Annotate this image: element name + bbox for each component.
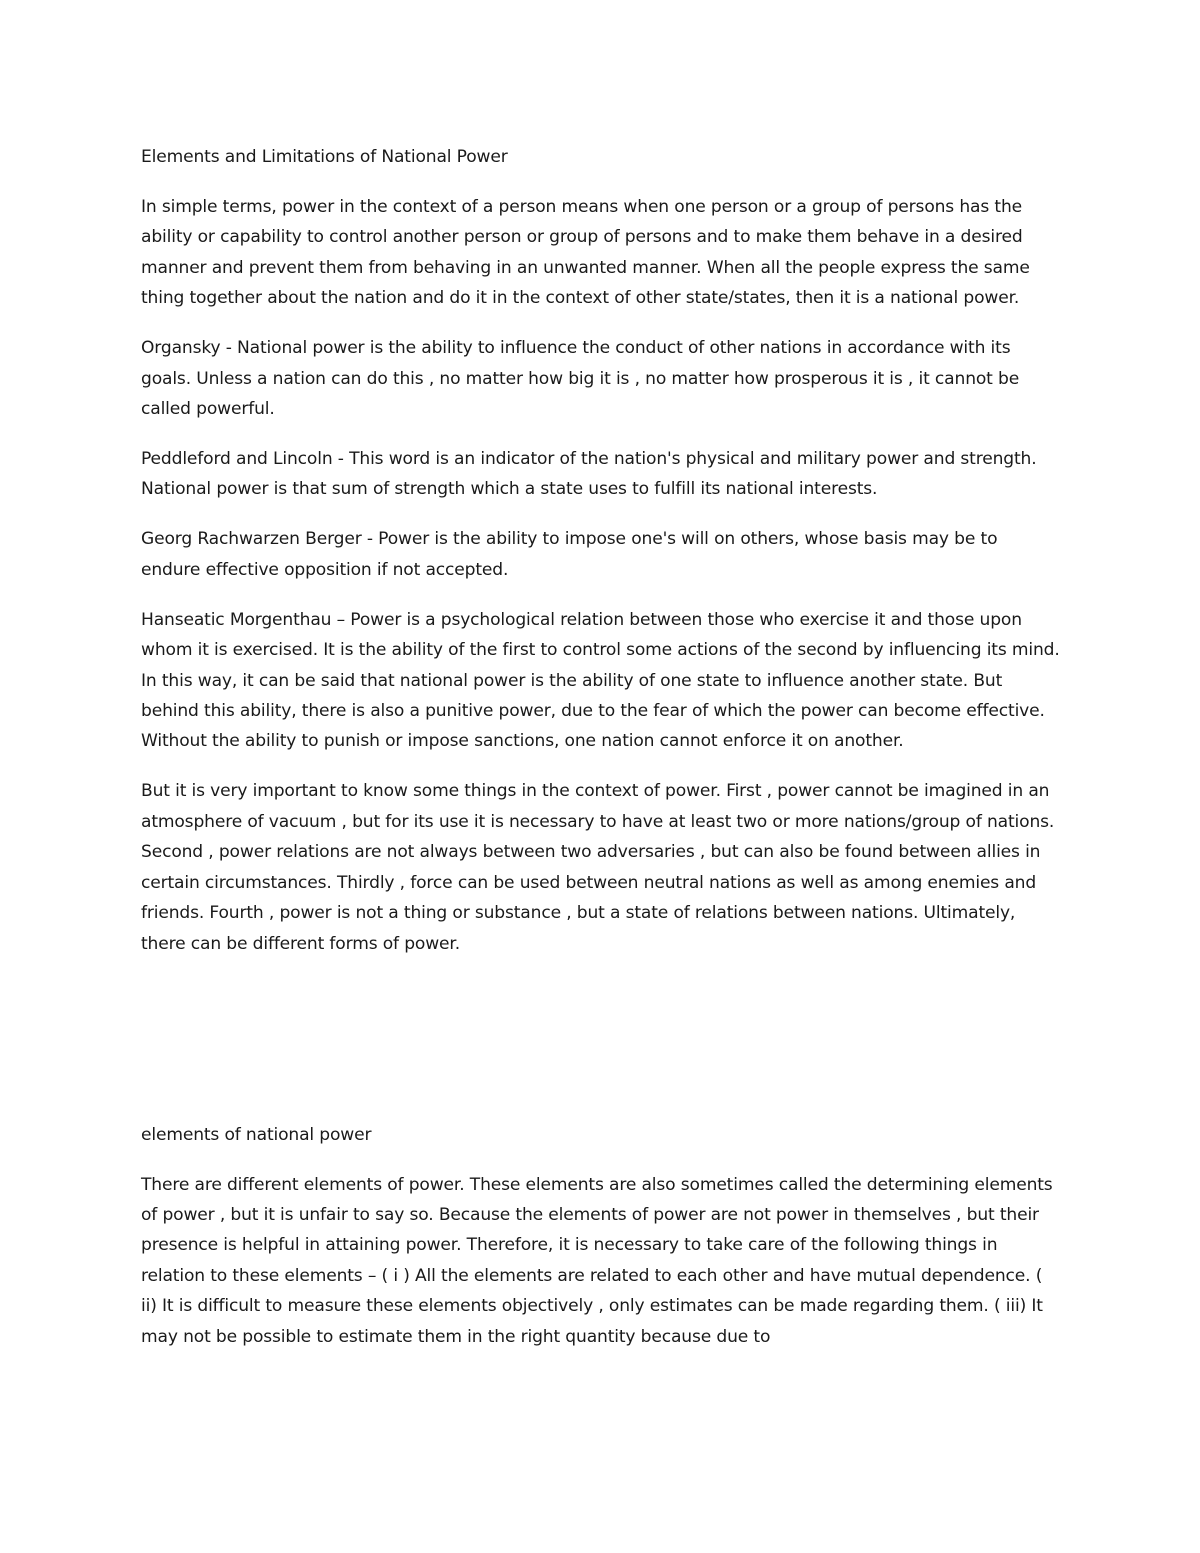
paragraph-elements: There are different elements of power. These elements are also sometimes called the determining elements of power , but it is unfair to say so. Because the elements of power are not power in themselves , but their presence is helpful in attaining power. Therefore, it is necessary to take care of the following things in relation to these elements – ( i ) All the elements are related to each other and have mutual dependence. ( ii) It is difficult to measure these elements objectively , only estimates can be made regarding them. ( iii) It may not be possible to estimate them in the right quantity because due to xyxy=(141,1174,1053,1347)
paragraph-intro: In simple terms, power in the context of a person means when one person or a group of persons has the ability or capability to control another person or group of persons and to make them behave in a desired manner and prevent them from behaving in an unwanted manner. When all the people express the same thing together about the nation and do it in the context of other state/states, then it is a national power. xyxy=(141,197,1030,309)
paragraph-peddleford: Peddleford and Lincoln - This word is an indicator of the nation's physical and military power and strength. National power is that sum of strength which a state uses to fulfill its national interests. xyxy=(141,449,1037,500)
paragraph-morgenthau: Hanseatic Morgenthau – Power is a psychological relation between those who exercise it and those upon whom it is exercised. It is the ability of the first to control some actions of the second by influencing its mind. In this way, it can be said that national power is the ability of one state to influence another state. But behind this ability, there is also a punitive power, due to the fear of which the power can become effective. Without the ability to punish or impose sanctions, one nation cannot enforce it on another. xyxy=(141,609,1060,752)
document-title: Elements and Limitations of National Power xyxy=(141,147,508,167)
paragraph-context-of-power: But it is very important to know some things in the context of power. First , power cannot be imagined in an atmosphere of vacuum , but for its use it is necessary to have at least two or more nations/group of nations. Second , power relations are not always between two adversaries , but can also be found between allies in certain circumstances. Thirdly , force can be used between neutral nations as well as among enemies and friends. Fourth , power is not a thing or substance , but a state of relations between nations. Ultimately, there can be different forms of power. xyxy=(141,781,1055,954)
document-body xyxy=(141,142,1061,1372)
blank-space xyxy=(141,979,1061,1120)
paragraph-organsky: Organsky - National power is the ability to influence the conduct of other nations in accordance with its goals. Unless a nation can do this , no matter how big it is , no matter how prosperous it is , it cannot be called powerful. xyxy=(141,338,1020,420)
paragraph-berger: Georg Rachwarzen Berger - Power is the ability to impose one's will on others, whose basis may be to endure effective opposition if not accepted. xyxy=(141,529,998,580)
section-heading: elements of national power xyxy=(141,1124,372,1145)
